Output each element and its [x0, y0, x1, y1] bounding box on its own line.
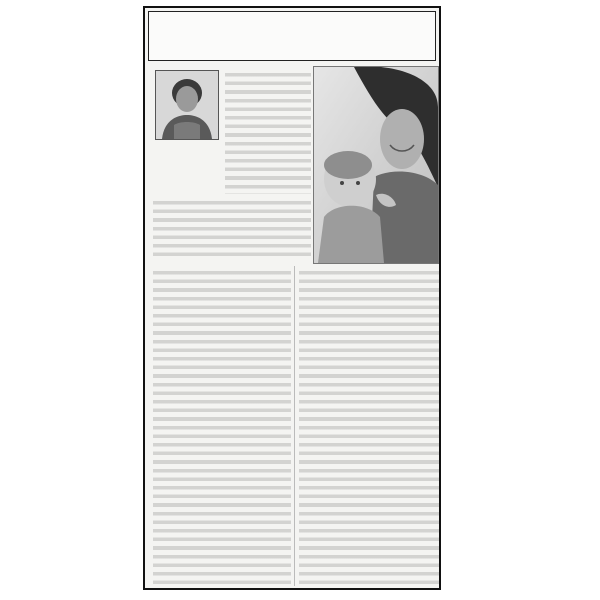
author-box	[153, 68, 221, 176]
author-role	[153, 162, 221, 172]
intro-print-texture	[225, 68, 311, 194]
author-photo	[155, 70, 219, 140]
intro-text-block	[225, 68, 311, 194]
column-divider	[294, 266, 295, 586]
author-portrait-image	[156, 71, 218, 139]
right-column-print-texture	[299, 266, 439, 586]
lead-print-texture	[153, 196, 311, 258]
article-headline	[153, 20, 431, 50]
article-photo	[313, 66, 439, 264]
headline-band	[148, 11, 436, 61]
author-name	[153, 144, 221, 154]
body-column-right	[299, 266, 439, 586]
newspaper-clipping	[143, 6, 441, 590]
article-body	[153, 266, 439, 586]
lead-paragraph-block	[153, 196, 311, 258]
body-column-left	[153, 266, 291, 586]
mother-and-child-photo	[314, 67, 438, 263]
left-column-print-texture	[153, 266, 291, 586]
